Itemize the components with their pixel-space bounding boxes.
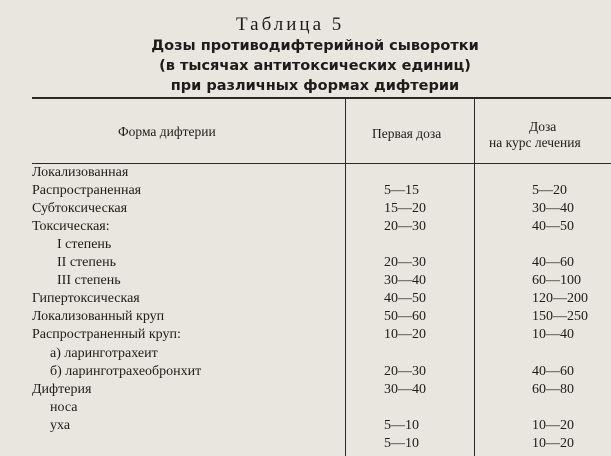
cell-form: Распространенный круп: xyxy=(32,327,181,343)
cell-form: Токсическая: xyxy=(32,219,110,235)
table-row xyxy=(0,400,611,420)
cell-course-dose: 120—200 xyxy=(532,291,588,307)
cell-course-dose: 10—20 xyxy=(532,435,574,451)
cell-course-dose: 10—40 xyxy=(532,327,574,343)
cell-course-dose: 40—50 xyxy=(532,219,574,235)
cell-first-dose: 20—30 xyxy=(384,255,426,271)
table-row xyxy=(0,255,611,275)
cell-course-dose: 60—100 xyxy=(532,273,581,289)
cell-first-dose: 15—20 xyxy=(384,201,426,217)
table-row xyxy=(0,364,611,384)
cell-form: Локализованная xyxy=(32,165,129,180)
cell-course-dose: 40—60 xyxy=(532,363,574,379)
cell-first-dose: 5—10 xyxy=(384,417,419,433)
cell-form: а) ларинготрахеит xyxy=(50,345,158,361)
table-row xyxy=(0,418,611,438)
cell-form: Дифтерия xyxy=(32,381,92,397)
table-row xyxy=(0,291,611,311)
cell-form: Субтоксическая xyxy=(32,201,128,217)
table-row xyxy=(0,237,611,257)
cell-form: Локализованный круп xyxy=(32,309,165,325)
column-header-first-dose: Первая доза xyxy=(372,126,442,141)
column-header-form: Форма дифтерии xyxy=(118,124,216,139)
cell-course-dose: 40—60 xyxy=(532,255,574,271)
cell-form: II степень xyxy=(57,255,116,271)
table-top-rule xyxy=(32,97,611,99)
table-title-line-3: при различных формах дифтерии xyxy=(170,78,460,94)
cell-first-dose: 10—20 xyxy=(384,327,426,343)
table-row xyxy=(0,327,611,347)
cell-course-dose: 10—20 xyxy=(532,417,574,433)
column-header-course-dose-line-1: Доза xyxy=(529,119,557,134)
table-row xyxy=(0,183,611,203)
cell-course-dose: 60—80 xyxy=(532,381,574,397)
cell-course-dose: 5—20 xyxy=(532,183,567,199)
cell-form: III степень xyxy=(57,273,121,289)
cell-first-dose: 5—10 xyxy=(384,435,419,451)
cell-first-dose: 30—40 xyxy=(384,273,426,289)
table-title-line-2: (в тысячах антитоксических единиц) xyxy=(159,58,471,74)
table-row xyxy=(0,273,611,293)
table-header-rule xyxy=(32,163,611,164)
table-row xyxy=(0,219,611,239)
cell-form: Распространенная xyxy=(32,183,142,199)
cell-first-dose: 5—15 xyxy=(384,183,419,199)
cell-course-dose: 30—40 xyxy=(532,201,574,217)
cell-form: носа xyxy=(50,399,78,415)
cell-first-dose: 20—30 xyxy=(384,219,426,235)
cell-form: уха xyxy=(50,417,71,433)
cell-course-dose: 150—250 xyxy=(532,309,588,325)
table-row xyxy=(0,382,611,402)
cell-form: Гипертоксическая xyxy=(32,291,140,307)
column-header-course-dose-line-2: на курс лечения xyxy=(489,135,581,150)
table-row xyxy=(0,309,611,329)
table-row xyxy=(0,436,611,456)
table-row xyxy=(0,346,611,366)
cell-first-dose: 40—50 xyxy=(384,291,426,307)
table-caption: Таблица 5 xyxy=(236,14,345,35)
cell-form: б) ларинготрахеобронхит xyxy=(50,363,202,379)
table-title-line-1: Дозы противодифтерийной сыворотки xyxy=(151,38,479,54)
cell-first-dose: 30—40 xyxy=(384,381,426,397)
cell-first-dose: 50—60 xyxy=(384,309,426,325)
table-row xyxy=(0,165,611,185)
cell-form: I степень xyxy=(57,237,112,253)
table-row xyxy=(0,201,611,221)
cell-first-dose: 20—30 xyxy=(384,363,426,379)
